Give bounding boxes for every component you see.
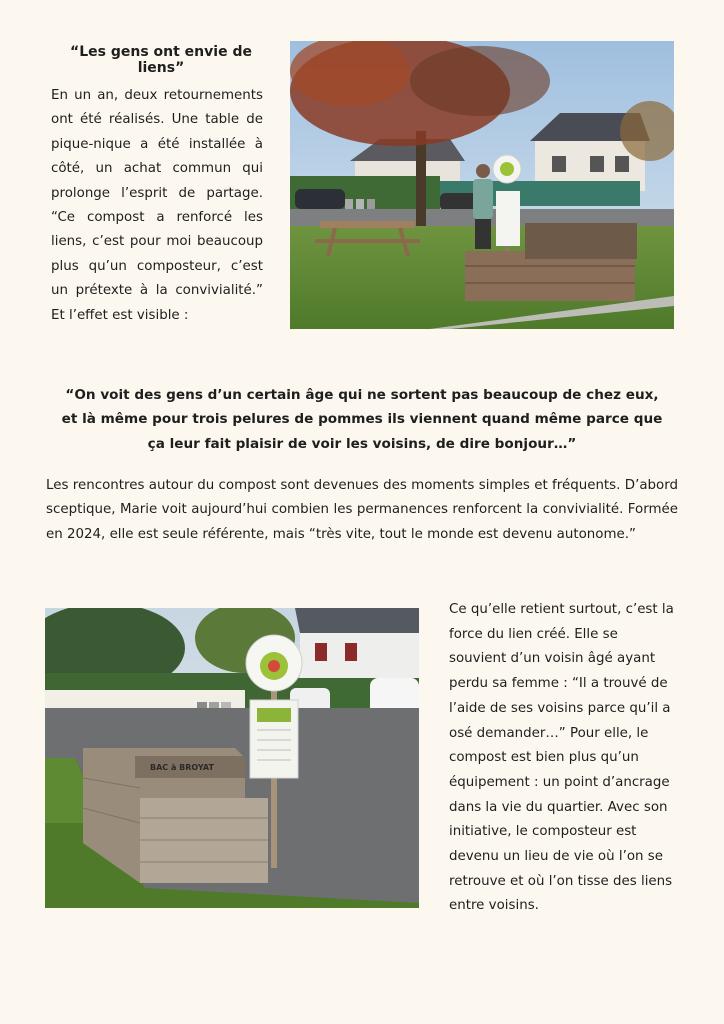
section-heading: “Les gens ont envie de liens”: [70, 44, 252, 76]
paragraph-intro: En un an, deux retournements ont été réalisés. Une table de pique-nique a été installée à côté, un achat commun qui prolonge l’esprit de partage. “Ce compost a renforcé les liens, c’est pour moi beaucoup plus qu’un composteur, c’est un prétexte à la convivialité.” Et l’effet est visible :: [51, 88, 263, 323]
photo-compost-garden: [290, 41, 674, 329]
photo-compost-bin: [45, 608, 419, 908]
paragraph-encounters: Les rencontres autour du compost sont devenues des moments simples et fréquents. D’abord sceptique, Marie voit aujourd’hui combien les permanences renforcent la convivialité. Formée en 2024, elle est seule référente, mais “très vite, tout le monde est devenu autonome.”: [46, 478, 678, 542]
paragraph-conclusion: Ce qu’elle retient surtout, c’est la force du lien créé. Elle se souvient d’un voisin âgé ayant perdu sa femme : “Il a trouvé de l’aide de ses voisins parce qu’il a osé demander…” Pour elle, le compost est bien plus qu’un équipement : un point d’ancrage dans la vie du quartier. Avec son initiative, le composteur est devenu un lieu de vie où l’on se retrouve et où l’on tisse des liens entre voisins.: [449, 602, 674, 914]
pull-quote: “On voit des gens d’un certain âge qui ne sortent pas beaucoup de chez eux, et là même pour trois pelures de pommes ils viennent quand même parce que ça leur fait plaisir de voir les voisins, de dire bonjour…”: [61, 386, 663, 452]
bin-label: BAC à BROYAT: [150, 763, 214, 772]
